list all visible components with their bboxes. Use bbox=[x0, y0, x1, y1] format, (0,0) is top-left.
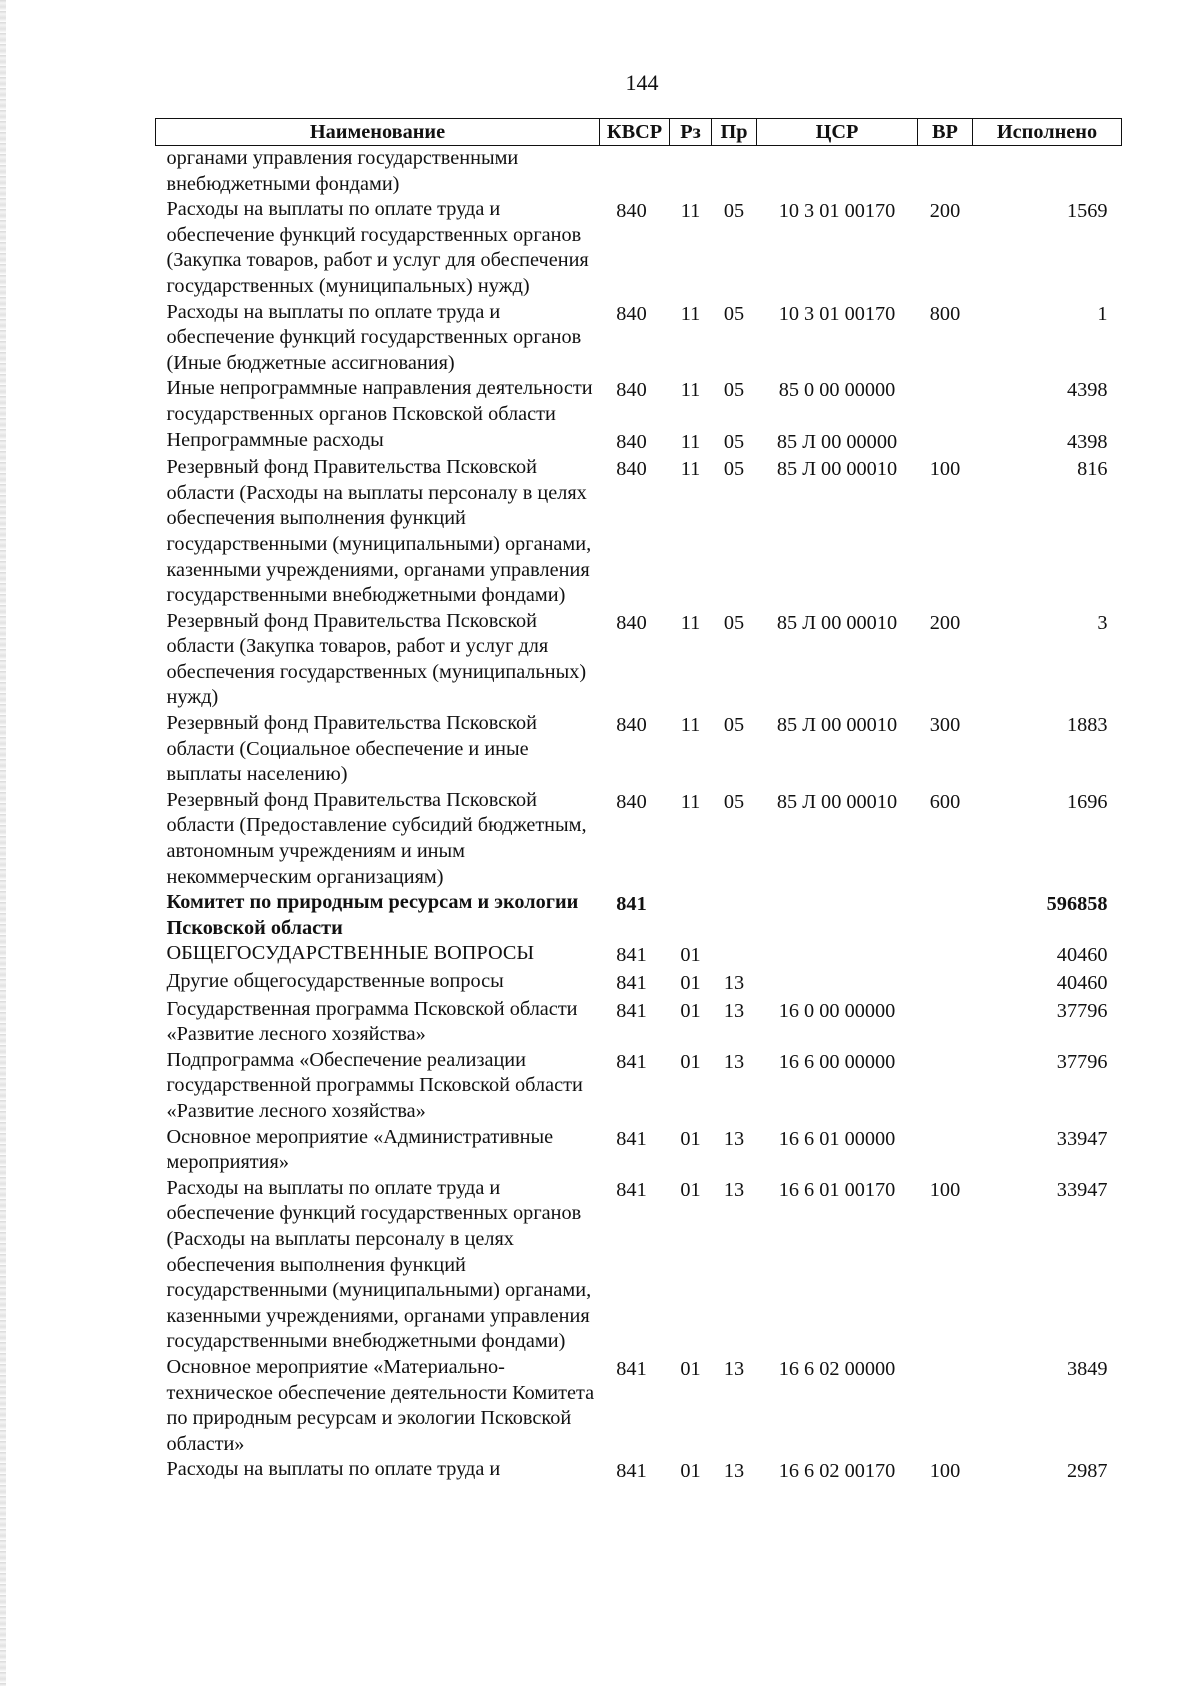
cell-isp: 40460 bbox=[1056, 972, 1108, 994]
cell-csr: 16 6 01 00170 bbox=[778, 1178, 896, 1201]
table-row bbox=[156, 300, 1122, 377]
table-row bbox=[156, 376, 1122, 427]
cell-csr: 85 Л 00 00010 bbox=[776, 714, 898, 737]
cell-kvsr: 841 bbox=[616, 999, 647, 1022]
cell-vr bbox=[918, 376, 973, 427]
cell-isp: 40460 bbox=[1056, 944, 1108, 967]
cell-vr: 100 bbox=[929, 458, 961, 481]
cell-isp: 33947 bbox=[1056, 1127, 1108, 1150]
cell-name: Непрограммные расходы bbox=[166, 428, 384, 451]
header-kvsr: КВСР bbox=[600, 119, 670, 146]
cell-rz: 01 bbox=[680, 1050, 701, 1073]
table-row bbox=[156, 1125, 1122, 1176]
cell-pr: 05 bbox=[723, 611, 745, 634]
cell-vr: 200 bbox=[929, 200, 961, 223]
cell-vr bbox=[918, 1048, 973, 1125]
cell-pr: 05 bbox=[723, 714, 745, 737]
cell-rz: 11 bbox=[680, 430, 701, 453]
cell-csr: 85 0 00 00000 bbox=[778, 379, 896, 402]
cell-name: Резервный фонд Правительства Псковской области (Расходы на выплаты персоналу в целях обеспечения выполнения функций государственными (муниципальными) органами, казенными учреждениями, органами управления государственными внебюджетными фондами) bbox=[166, 456, 592, 607]
cell-kvsr: 841 bbox=[616, 1357, 647, 1380]
cell-isp: 816 bbox=[1077, 458, 1108, 481]
cell-name: Расходы на выплаты по оплате труда и обеспечение функций государственных органов (Иные бюджетные ассигнования) bbox=[166, 300, 582, 374]
cell-isp: 4398 bbox=[1066, 430, 1108, 453]
cell-kvsr: 840 bbox=[616, 714, 647, 737]
cell-pr: 13 bbox=[723, 1357, 745, 1380]
cell-pr bbox=[712, 146, 757, 198]
cell-isp: 1 bbox=[1097, 302, 1108, 325]
cell-pr: 05 bbox=[723, 430, 745, 453]
table-row bbox=[156, 890, 1122, 941]
cell-rz: 01 bbox=[680, 1178, 701, 1201]
cell-rz bbox=[670, 146, 712, 198]
cell-kvsr: 841 bbox=[616, 972, 647, 994]
cell-kvsr: 841 bbox=[616, 893, 647, 916]
cell-vr: 100 bbox=[929, 1178, 961, 1201]
cell-csr: 85 Л 00 00010 bbox=[776, 790, 898, 813]
table-body bbox=[156, 146, 1122, 1485]
cell-isp bbox=[973, 146, 1122, 198]
cell-kvsr: 841 bbox=[616, 1460, 647, 1483]
table-row bbox=[156, 146, 1122, 198]
cell-vr: 100 bbox=[929, 1460, 961, 1483]
cell-rz: 01 bbox=[680, 1127, 701, 1150]
cell-kvsr: 840 bbox=[616, 790, 647, 813]
table-row bbox=[156, 1048, 1122, 1125]
cell-vr bbox=[918, 969, 973, 997]
cell-name: органами управления государственными внебюджетными фондами) bbox=[166, 147, 519, 195]
header-pr: Пр bbox=[712, 119, 757, 146]
scan-edge bbox=[0, 0, 6, 1686]
cell-pr bbox=[712, 890, 757, 941]
header-isp: Исполнено bbox=[973, 119, 1122, 146]
cell-isp: 3 bbox=[1097, 611, 1108, 634]
cell-vr bbox=[918, 941, 973, 969]
cell-vr: 200 bbox=[929, 611, 961, 634]
cell-vr: 300 bbox=[929, 714, 961, 737]
cell-pr: 13 bbox=[723, 1127, 745, 1150]
table-row bbox=[156, 609, 1122, 711]
header-name: Наименование bbox=[156, 119, 600, 146]
table-row bbox=[156, 428, 1122, 456]
cell-vr: 800 bbox=[929, 302, 961, 325]
cell-isp: 596858 bbox=[1046, 893, 1108, 916]
header-csr: ЦСР bbox=[757, 119, 918, 146]
cell-rz: 01 bbox=[680, 1357, 701, 1380]
cell-name: Другие общегосударственные вопросы bbox=[166, 970, 504, 992]
cell-isp: 1569 bbox=[1066, 200, 1108, 223]
cell-csr: 85 Л 00 00000 bbox=[776, 430, 898, 453]
cell-name: Комитет по природным ресурсам и экологии Псковской области bbox=[166, 891, 579, 939]
cell-rz: 11 bbox=[680, 379, 701, 402]
table-row bbox=[156, 197, 1122, 299]
cell-isp: 3849 bbox=[1066, 1357, 1108, 1380]
cell-pr: 13 bbox=[723, 1178, 745, 1201]
cell-pr: 05 bbox=[723, 379, 745, 402]
cell-rz: 01 bbox=[680, 972, 701, 994]
cell-name: Иные непрограммные направления деятельности государственных органов Псковской области bbox=[166, 377, 593, 425]
cell-pr: 13 bbox=[723, 999, 745, 1022]
table-row bbox=[156, 941, 1122, 969]
cell-rz: 11 bbox=[680, 714, 701, 737]
header-vr: ВР bbox=[918, 119, 973, 146]
cell-csr bbox=[757, 146, 918, 198]
cell-csr: 16 0 00 00000 bbox=[778, 999, 896, 1022]
cell-name: Расходы на выплаты по оплате труда и bbox=[166, 1458, 501, 1481]
cell-csr: 16 6 02 00000 bbox=[778, 1357, 896, 1380]
table-row bbox=[156, 969, 1122, 997]
cell-rz: 11 bbox=[680, 302, 701, 325]
cell-name: Основное мероприятие «Административные мероприятия» bbox=[166, 1125, 554, 1174]
cell-name: Подпрограмма «Обеспечение реализации государственной программы Псковской области «Развитие лесного хозяйства» bbox=[166, 1048, 583, 1122]
cell-isp: 37796 bbox=[1056, 999, 1108, 1022]
cell-vr bbox=[918, 890, 973, 941]
page-number: 144 bbox=[625, 70, 659, 95]
cell-csr: 85 Л 00 00010 bbox=[776, 611, 898, 634]
cell-isp: 4398 bbox=[1066, 379, 1108, 402]
cell-name: Резервный фонд Правительства Псковской области (Предоставление субсидий бюджетным, автономным учреждениям и иным некоммерческим организациям) bbox=[166, 788, 587, 888]
table-row bbox=[156, 997, 1122, 1048]
table-row bbox=[156, 1457, 1122, 1485]
table-header bbox=[156, 119, 1122, 146]
cell-rz: 11 bbox=[680, 790, 701, 813]
cell-kvsr: 840 bbox=[616, 611, 647, 634]
cell-rz: 11 bbox=[680, 458, 701, 481]
cell-pr: 13 bbox=[723, 1050, 745, 1073]
cell-rz bbox=[670, 890, 712, 941]
cell-kvsr: 841 bbox=[616, 1127, 647, 1150]
cell-name: Расходы на выплаты по оплате труда и обеспечение функций государственных органов (Закупка товаров, работ и услуг для обеспечения государственных (муниципальных) нужд) bbox=[166, 198, 589, 297]
cell-csr bbox=[757, 969, 918, 997]
cell-csr: 16 6 02 00170 bbox=[778, 1460, 896, 1483]
cell-isp: 37796 bbox=[1056, 1050, 1108, 1073]
cell-rz: 01 bbox=[680, 944, 701, 967]
cell-pr: 05 bbox=[723, 200, 745, 223]
table-row bbox=[156, 788, 1122, 890]
cell-vr bbox=[918, 1125, 973, 1176]
cell-kvsr: 840 bbox=[616, 379, 647, 402]
cell-csr bbox=[757, 890, 918, 941]
cell-name: Основное мероприятие «Материально-техническое обеспечение деятельности Комитета по природным ресурсам и экологии Псковской области» bbox=[166, 1355, 595, 1455]
cell-vr bbox=[918, 146, 973, 198]
cell-csr: 85 Л 00 00010 bbox=[776, 458, 898, 481]
cell-isp: 2987 bbox=[1066, 1460, 1108, 1483]
cell-vr bbox=[918, 997, 973, 1048]
cell-csr: 10 3 01 00170 bbox=[778, 200, 896, 223]
cell-pr: 05 bbox=[723, 458, 745, 481]
cell-rz: 11 bbox=[680, 200, 701, 223]
cell-pr: 13 bbox=[723, 1460, 745, 1483]
cell-pr: 05 bbox=[723, 790, 745, 813]
cell-csr bbox=[757, 941, 918, 969]
table-row bbox=[156, 711, 1122, 788]
cell-kvsr: 840 bbox=[616, 200, 647, 223]
cell-rz: 01 bbox=[680, 1460, 701, 1483]
cell-kvsr: 840 bbox=[616, 302, 647, 325]
cell-pr: 13 bbox=[723, 972, 745, 994]
header-rz: Рз bbox=[670, 119, 712, 146]
cell-csr: 16 6 00 00000 bbox=[778, 1050, 896, 1073]
cell-isp: 33947 bbox=[1056, 1178, 1108, 1201]
cell-kvsr: 841 bbox=[616, 944, 647, 967]
cell-rz: 11 bbox=[680, 611, 701, 634]
cell-csr: 16 6 01 00000 bbox=[778, 1127, 896, 1150]
cell-pr bbox=[712, 941, 757, 969]
cell-kvsr: 841 bbox=[616, 1178, 647, 1201]
cell-rz: 01 bbox=[680, 999, 701, 1022]
cell-name: Расходы на выплаты по оплате труда и обеспечение функций государственных органов (Расходы на выплаты персоналу в целях обеспечения выполнения функций государственными (муниципальными) органами, казенными учреждениями, органами управления государственными внебюджетными фондами) bbox=[166, 1176, 592, 1353]
cell-isp: 1696 bbox=[1066, 790, 1108, 813]
cell-pr: 05 bbox=[723, 302, 745, 325]
table-row bbox=[156, 1355, 1122, 1457]
cell-isp: 1883 bbox=[1066, 714, 1108, 737]
cell-vr: 600 bbox=[929, 790, 961, 813]
budget-table bbox=[155, 118, 1122, 1485]
table-row bbox=[156, 455, 1122, 609]
cell-name: ОБЩЕГОСУДАРСТВЕННЫЕ ВОПРОСЫ bbox=[166, 942, 535, 965]
cell-kvsr bbox=[600, 146, 670, 198]
cell-name: Государственная программа Псковской области «Развитие лесного хозяйства» bbox=[166, 997, 578, 1046]
cell-vr bbox=[918, 428, 973, 456]
cell-name: Резервный фонд Правительства Псковской области (Закупка товаров, работ и услуг для обеспечения государственных (муниципальных) нужд) bbox=[166, 609, 587, 709]
cell-kvsr: 840 bbox=[616, 458, 647, 481]
cell-name: Резервный фонд Правительства Псковской области (Социальное обеспечение и иные выплаты населению) bbox=[166, 712, 538, 786]
cell-vr bbox=[918, 1355, 973, 1457]
table-row bbox=[156, 1176, 1122, 1355]
cell-csr: 10 3 01 00170 bbox=[778, 302, 896, 325]
cell-kvsr: 841 bbox=[616, 1050, 647, 1073]
cell-kvsr: 840 bbox=[616, 430, 647, 453]
